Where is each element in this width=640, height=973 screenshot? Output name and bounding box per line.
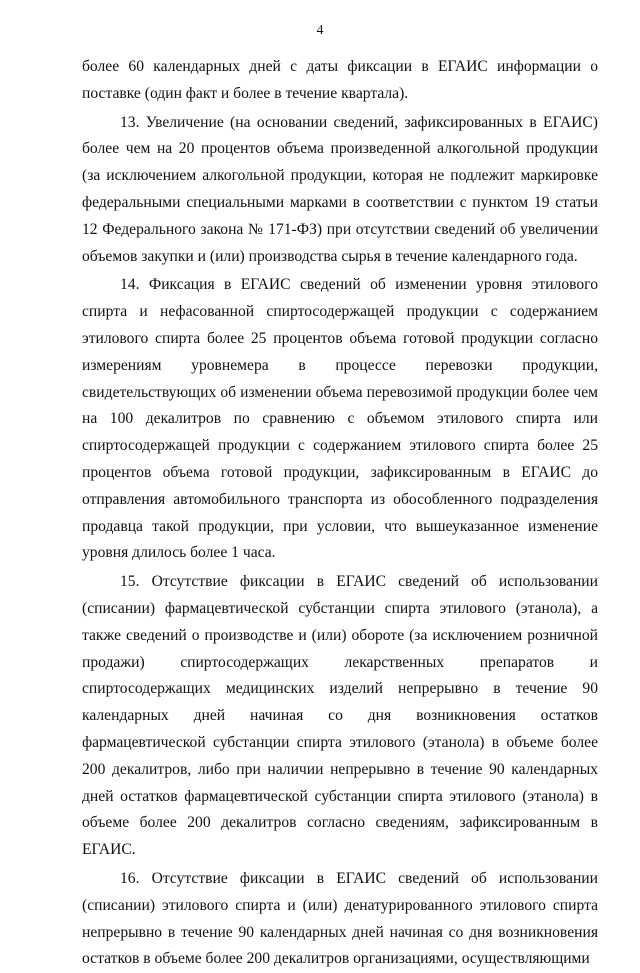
page-number: 4 xyxy=(316,23,324,38)
paragraph-continuation: более 60 календарных дней с даты фиксации в ЕГАИС информации о поставке (один факт и более в течение квартала). xyxy=(82,58,598,102)
paragraph-13: 13. Увеличение (на основании сведений, зафиксированных в ЕГАИС) более чем на 20 процентов объема произведенной алкогольной продукции (за исключением алкогольной продукции, которая не подлежит маркировке федеральными специальными марками в соответствии с пунктом 19 статьи 12 Федерального закона № 171-ФЗ) при отсутствии сведений об увеличении объемов закупки и (или) производства сырья в течение календарного года. xyxy=(82,113,598,265)
paragraph-16: 16. Отсутствие фиксации в ЕГАИС сведений об использовании (списании) этилового спирта и (или) денатурированного этилового спирта непрерывно в течение 90 календарных дней начиная со дня возникновения остатков в объеме более 200 декалитров организациями, осуществляющими xyxy=(82,869,598,968)
paragraph-14: 14. Фиксация в ЕГАИС сведений об изменении уровня этилового спирта и нефасованной спиртосодержащей продукции с содержанием этилового спирта более 25 процентов объема готовой продукции согласно измерениям уровнемера в процессе перевозки продукции, свидетельствующих об изменении объема перевозимой продукции более чем на 100 декалитров по сравнению с объемом этилового спирта или спиртосодержащей продукции с содержанием этилового спирта более 25 процентов объема готовой продукции, зафиксированным в ЕГАИС до отправления автомобильного транспорта из обособленного подразделения продавца такой продукции, при условии, что вышеуказанное изменение уровня длилось более 1 часа. xyxy=(82,276,598,562)
document-body xyxy=(82,54,598,973)
paragraph-15: 15. Отсутствие фиксации в ЕГАИС сведений об использовании (списании) фармацевтической субстанции спирта этилового (этанола), а также сведений о производстве и (или) обороте (за исключением розничной продажи) спиртосодержащих лекарственных препаратов и спиртосодержащих медицинских изделий непрерывно в течение 90 календарных дней начиная со дня возникновения остатков фармацевтической субстанции спирта этилового (этанола) в объеме более 200 декалитров, либо при наличии непрерывно в течение 90 календарных дней остатков фармацевтической субстанции спирта этилового (этанола) в объеме более 200 декалитров согласно сведениям, зафиксированным в ЕГАИС. xyxy=(82,573,598,859)
